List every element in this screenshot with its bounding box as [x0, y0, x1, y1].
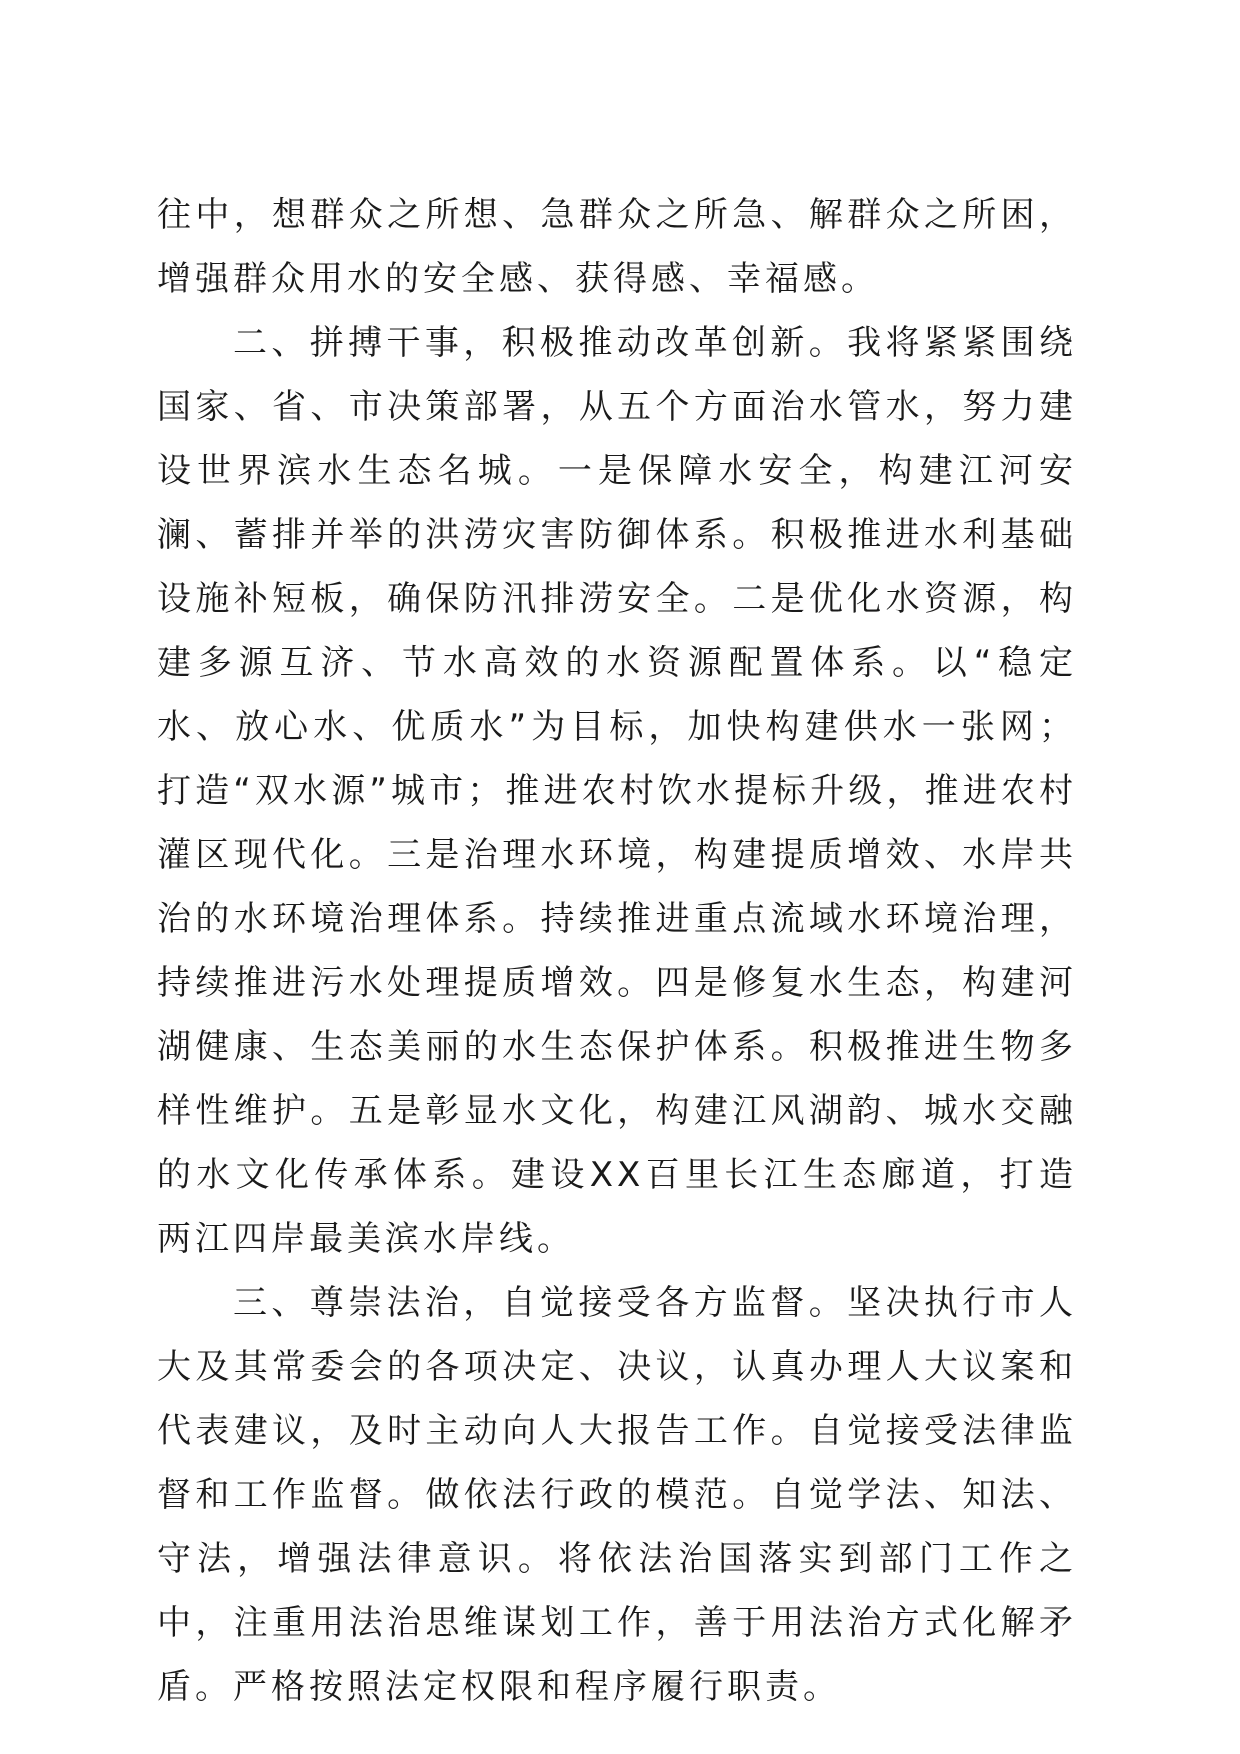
- paragraph-section-two: 二、拼搏干事，积极推动改革创新。我将紧紧围绕国家、省、市决策部署，从五个方面治水管水，努力建设世界滨水生态名城。一是保障水安全，构建江河安澜、蓄排并举的洪涝灾害防御体系。积极推进水利基础设施补短板，确保防汛排涝安全。二是优化水资源，构建多源互济、节水高效的水资源配置体系。以“稳定水、放心水、优质水”为目标，加快构建供水一张网；打造“双水源”城市；推进农村饮水提标升级，推进农村灌区现代化。三是治理水环境，构建提质增效、水岸共治的水环境治理体系。持续推进重点流域水环境治理，持续推进污水处理提质增效。四是修复水生态，构建河湖健康、生态美丽的水生态保护体系。积极推进生物多样性维护。五是彰显水文化，构建江风湖韵、城水交融的水文化传承体系。建设XX百里长江生态廊道，打造两江四岸最美滨水岸线。: [157, 323, 1077, 1259]
- document-body: [157, 183, 1077, 1719]
- paragraph-continuation: 往中，想群众之所想、急群众之所急、解群众之所困，增强群众用水的安全感、获得感、幸福感。: [157, 195, 1077, 299]
- paragraph-section-three: 三、尊崇法治，自觉接受各方监督。坚决执行市人大及其常委会的各项决定、决议，认真办理人大议案和代表建议，及时主动向人大报告工作。自觉接受法律监督和工作监督。做依法行政的模范。自觉学法、知法、守法，增强法律意识。将依法治国落实到部门工作之中，注重用法治思维谋划工作，善于用法治方式化解矛盾。严格按照法定权限和程序履行职责。: [157, 1283, 1077, 1707]
